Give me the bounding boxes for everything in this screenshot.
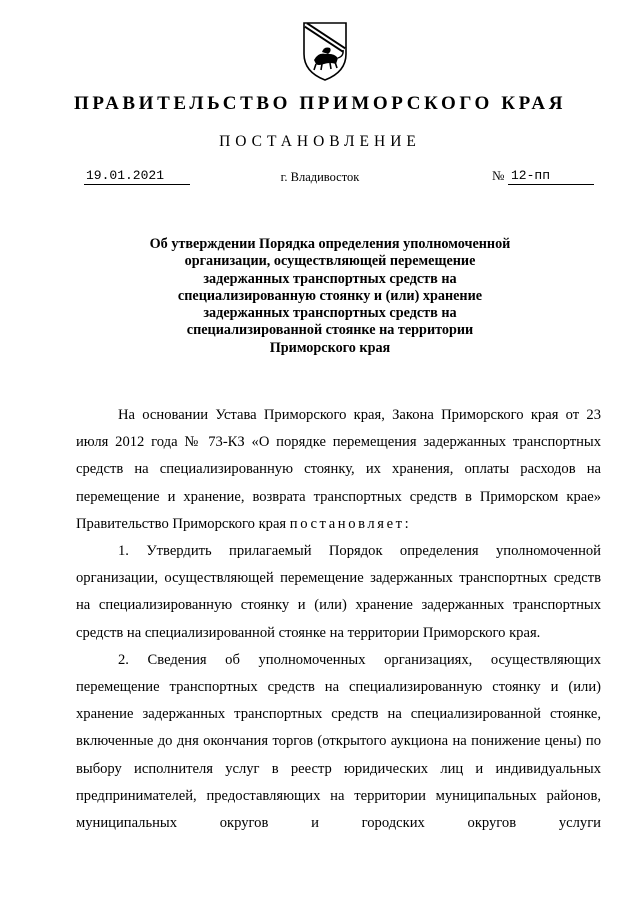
title-line: специализированную стоянку и (или) хранение xyxy=(177,287,483,304)
paragraph-2: 2. Сведения об уполномоченных организациях, осуществляющих перемещение транспортных средств на специализированную стоянку и (или) хранение задержанных транспортных средств на специализированной стоянке, включенные до дня окончания торгов (открытого аукциона на понижение цены) по выбору исполнителя услуг в реестр юридических лиц и индивидуальных предпринимателей, предоставляющих на территории муниципальных районов, муниципальных округов и городских округов услуги xyxy=(76,651,601,832)
document-title xyxy=(120,236,540,357)
paragraph-preamble xyxy=(76,402,601,538)
title-line: специализированной стоянке на территории xyxy=(186,322,474,339)
coat-of-arms-icon xyxy=(300,20,350,82)
title-line: организации, осуществляющей перемещение xyxy=(184,253,476,270)
decree-word: постановляет: xyxy=(289,515,412,532)
title-line: задержанных транспортных средств на xyxy=(203,270,457,287)
number-underline xyxy=(508,184,594,185)
paragraph-1: 1. Утвердить прилагаемый Порядок определения уполномоченной организации, осуществляющей перемещение задержанных транспортных средств на специализированную стоянку и (или) хранение задержанных транспортных средств на специализированной стоянке на территории Приморского края. xyxy=(76,543,601,641)
title-line: Об утверждении Порядка определения уполномоченной xyxy=(149,236,511,252)
city-label: г. Владивосток xyxy=(280,170,360,184)
preamble-text: На основании Устава Приморского края, Закона Приморского края от 23 июля 2012 года № 73-КЗ «О порядке перемещения задержанных транспортных средств на специализированную стоянку, их хранения, оплаты расходов на перемещение и хранение, возврата транспортных средств в Приморском крае» Правительство Приморского края xyxy=(76,407,601,532)
document-number: 12-пп xyxy=(511,168,551,183)
document-type: ПОСТАНОВЛЕНИЕ xyxy=(219,133,421,150)
organization-name: ПРАВИТЕЛЬСТВО ПРИМОРСКОГО КРАЯ xyxy=(73,93,567,114)
document-body xyxy=(76,402,601,837)
title-line: задержанных транспортных средств на xyxy=(203,305,457,322)
document-date: 19.01.2021 xyxy=(86,168,165,183)
title-line: Приморского края xyxy=(269,339,391,356)
number-label: № xyxy=(492,168,505,183)
